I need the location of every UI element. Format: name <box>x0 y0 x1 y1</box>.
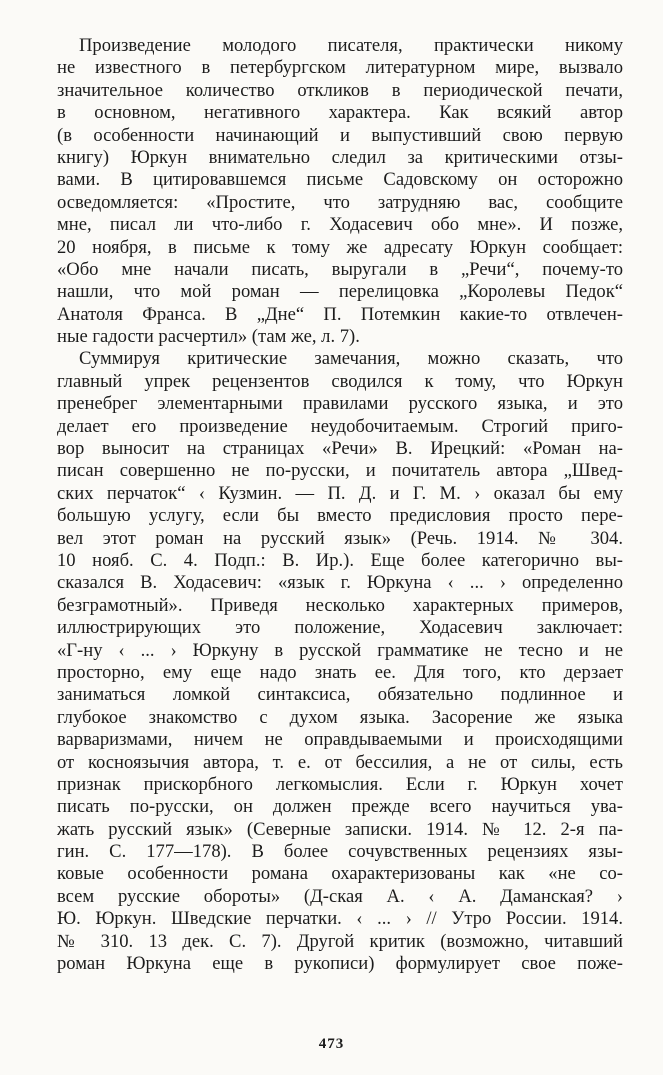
text-line: ные гадости расчертил» (там же, л. 7). <box>57 326 360 348</box>
paragraph <box>57 348 623 975</box>
text-line: «Обо мне начали писать, выругали в „Речи“, почему-то <box>57 258 623 280</box>
text-line: № 310. 13 дек. С. 7). Другой критик (возможно, читавший <box>57 930 623 952</box>
text-line: главный упрек рецензентов сводился к тому, что Юркун <box>57 370 623 392</box>
page-number: 473 <box>318 1036 345 1052</box>
text-line: пренебрег элементарными правилами русского языка, и это <box>57 393 623 415</box>
text-line: нашли, что мой роман — перелицовка „Королевы Педок“ <box>57 281 623 303</box>
text-line: 20 ноября, в письме к тому же адресату Юркун сообщает: <box>57 236 623 258</box>
text-line: признак прискорбного легкомыслия. Если г. Юркун хочет <box>57 773 623 795</box>
text-line: всем русские обороты» (Д-ская А. ‹ А. Даманская? › <box>57 885 623 907</box>
text-line: осведомляется: «Простите, что затрудняю вас, сообщите <box>57 191 623 213</box>
text-line: иллюстрирующих это положение, Ходасевич заключает: <box>57 617 623 639</box>
text-line: варваризмами, ничем не оправдываемыми и происходящими <box>57 729 623 751</box>
text-line: не известного в петербургском литературном мире, вызвало <box>57 57 623 79</box>
text-line: писан совершенно не по-русски, и почитатель автора „Швед- <box>57 460 623 482</box>
text-line: (в особенности начинающий и выпустивший свою первую <box>57 124 623 146</box>
text-line: Анатоля Франса. В „Дне“ П. Потемкин какие-то отвлечен- <box>57 303 623 325</box>
text-line: вор выносит на страницах «Речи» В. Ирецкий: «Роман на- <box>57 438 623 460</box>
text-line: Ю. Юркун. Шведские перчатки. ‹ ... › // Утро России. 1914. <box>57 908 623 930</box>
text-line: безграмотный». Приведя несколько характерных примеров, <box>57 594 623 616</box>
text-line: ских перчаток“ ‹ Кузмин. — П. Д. и Г. М. › оказал бы ему <box>57 482 623 504</box>
text-line: сказался В. Ходасевич: «язык г. Юркуна ‹ ... › определенно <box>57 572 623 594</box>
text-line: значительное количество откликов в периодической печати, <box>57 79 623 101</box>
text-line: книгу) Юркун внимательно следил за критическими отзы- <box>57 146 623 168</box>
text-line: заниматься ломкой синтаксиса, обязательно подлинное и <box>57 684 623 706</box>
body-text <box>57 35 623 975</box>
text-line: Произведение молодого писателя, практически никому <box>79 35 623 56</box>
text-line: делает его произведение неудобочитаемым. Строгий приго- <box>57 415 623 437</box>
text-line: 10 нояб. С. 4. Подп.: В. Ир.). Еще более категорично вы- <box>57 549 623 571</box>
paragraph <box>57 35 623 348</box>
text-line: в основном, негативного характера. Как всякий автор <box>57 102 623 124</box>
text-line: ковые особенности романа охарактеризованы как «не со- <box>57 863 623 885</box>
text-line: просторно, ему еще надо знать ее. Для того, кто дерзает <box>57 661 623 683</box>
text-line: вел этот роман на русский язык» (Речь. 1914. № 304. <box>57 527 623 549</box>
text-line: гин. С. 177—178). В более сочувственных рецензиях язы- <box>57 841 623 863</box>
text-line: Суммируя критические замечания, можно сказать, что <box>79 348 623 370</box>
text-line: «Г-ну ‹ ... › Юркуну в русской грамматике не тесно и не <box>57 639 623 661</box>
text-line: большую услугу, если бы вместо предисловия просто пере- <box>57 505 623 527</box>
text-line: писать по-русски, он должен прежде всего научиться ува- <box>57 796 623 818</box>
text-line: от косноязычия автора, т. е. от бессилия, а не от силы, есть <box>57 751 623 773</box>
text-line: жать русский язык» (Северные записки. 1914. № 12. 2-я па- <box>57 818 623 840</box>
text-line: роман Юркуна еще в рукописи) формулирует свое поже- <box>57 953 623 975</box>
text-line: мне, писал ли что-либо г. Ходасевич обо мне». И позже, <box>57 214 623 236</box>
text-line: глубокое знакомство с духом языка. Засорение же языка <box>57 706 623 728</box>
text-line: вами. В цитировавшемся письме Садовскому он осторожно <box>57 169 623 191</box>
